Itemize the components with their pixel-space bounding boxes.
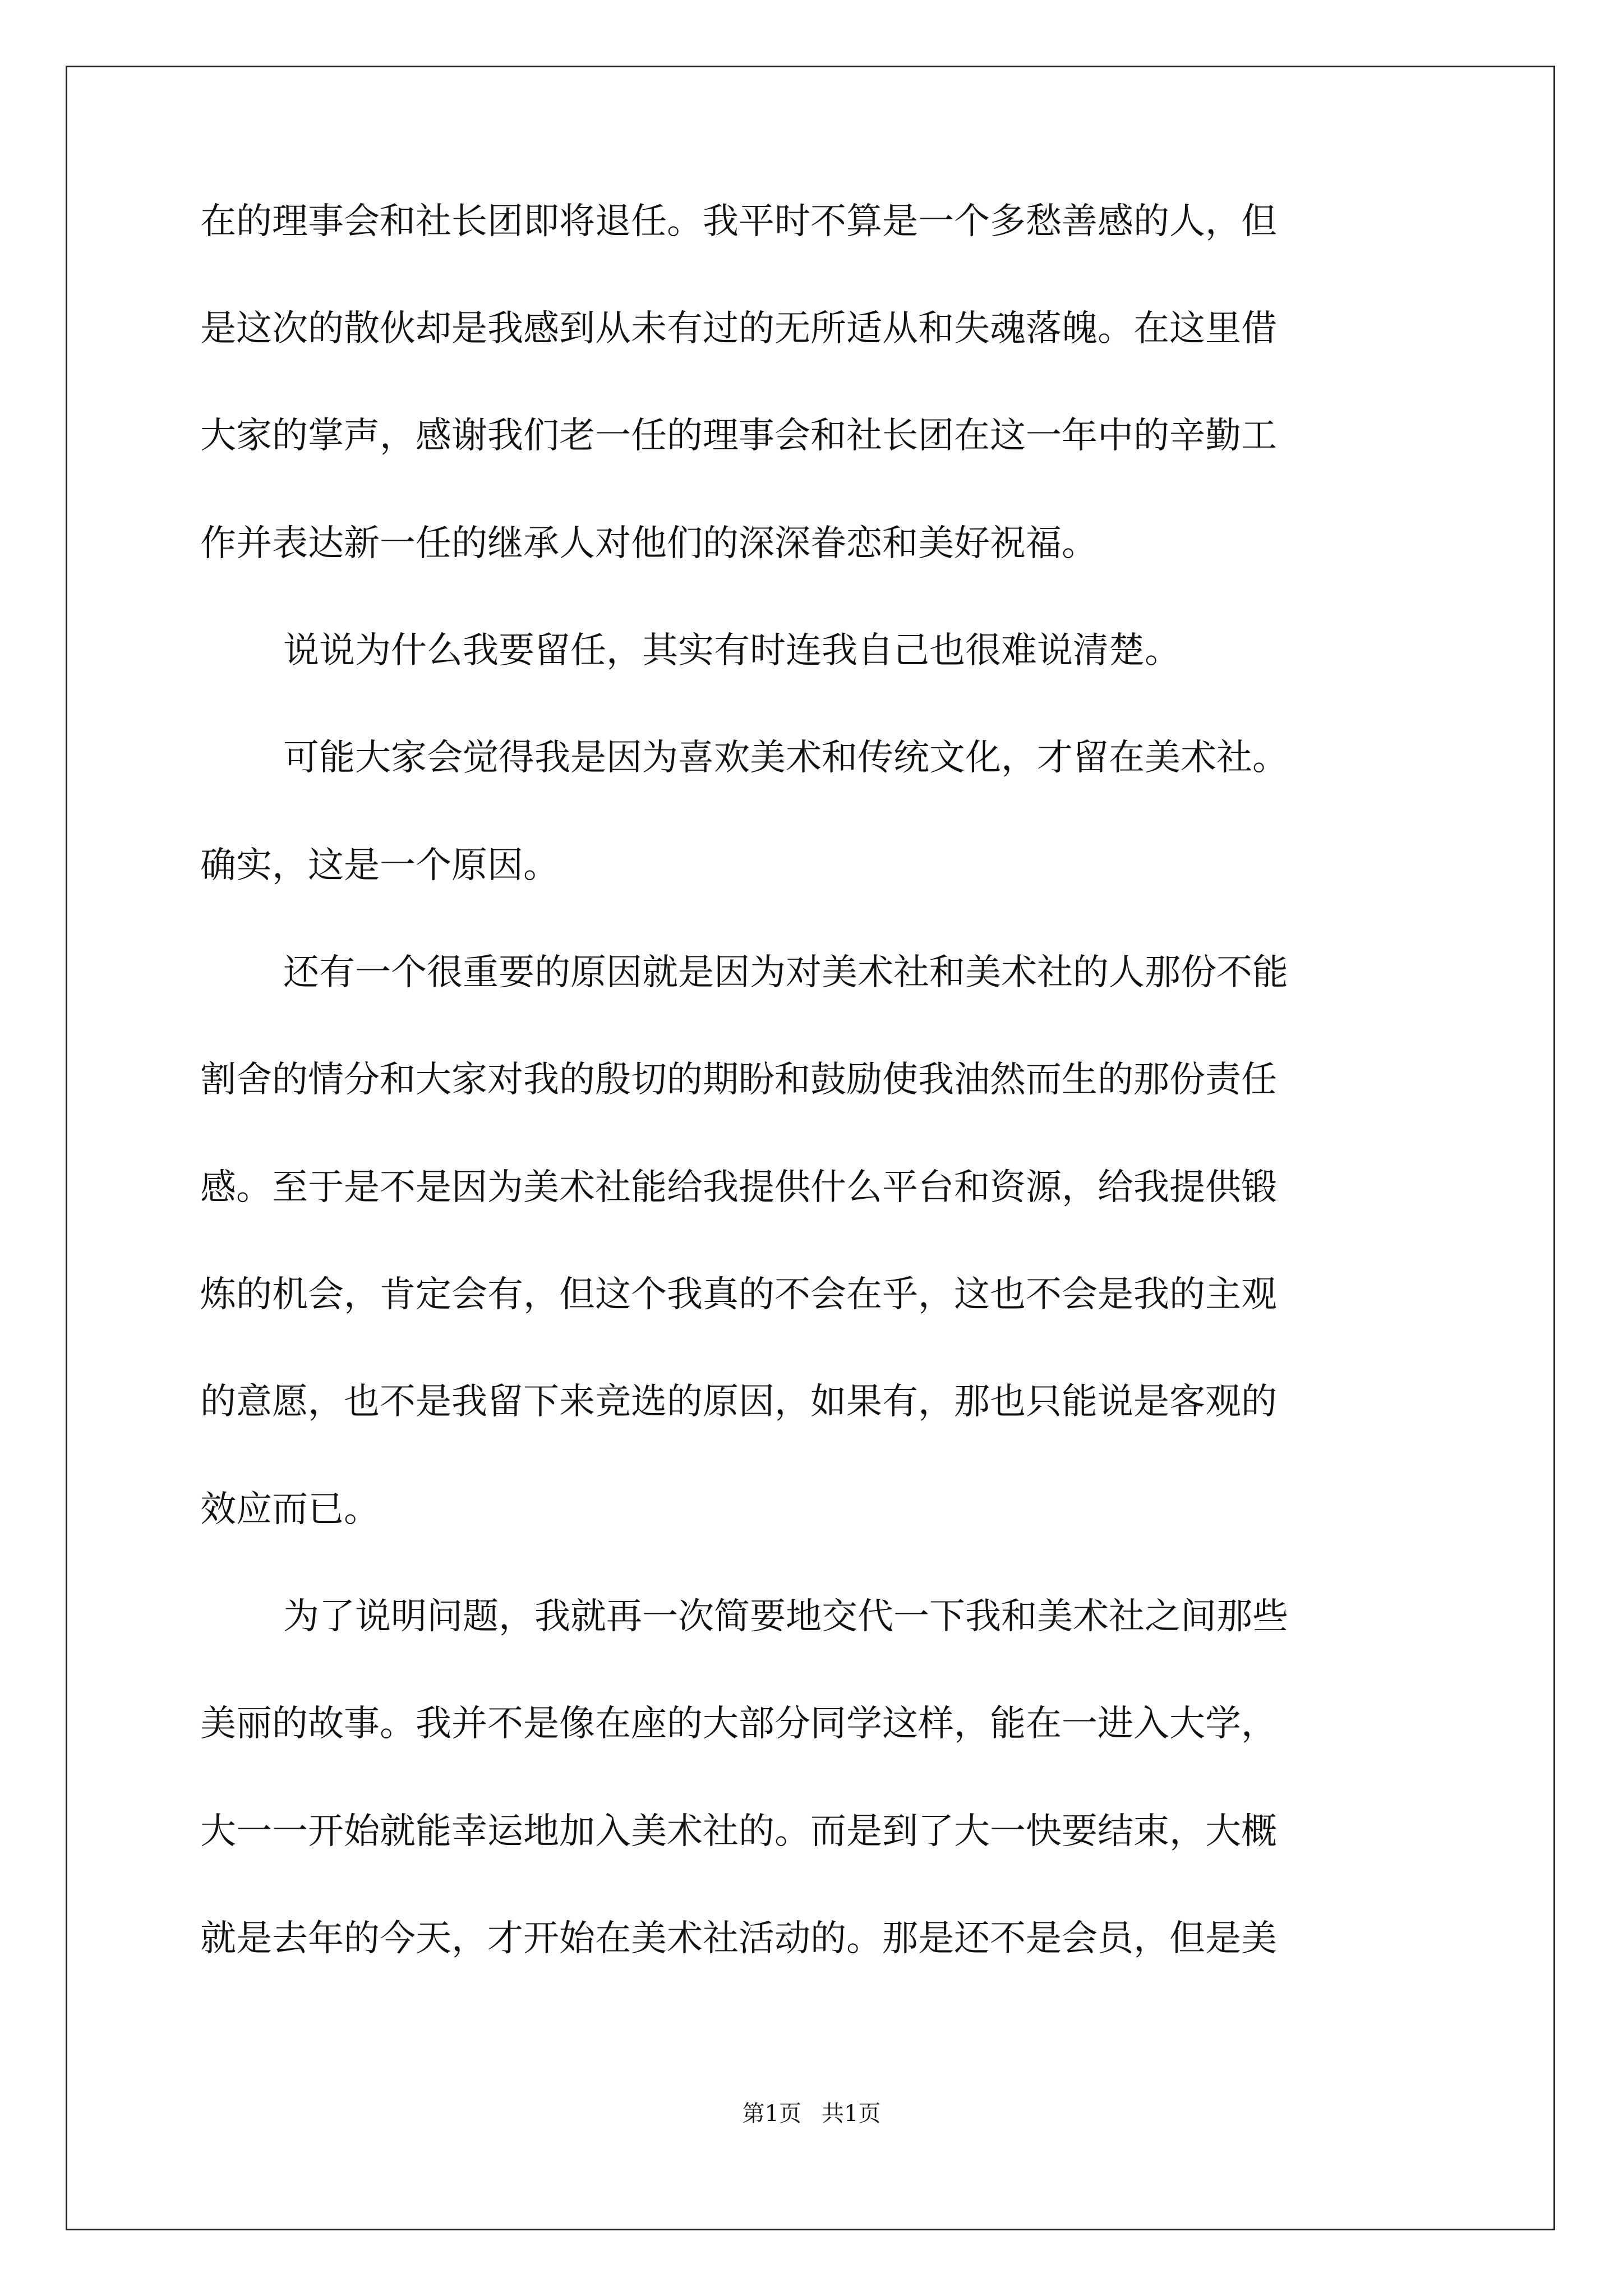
text-line: 感。至于是不是因为美术社能给我提供什么平台和资源，给我提供锻 <box>200 1167 1277 1208</box>
page-total: 共1页 <box>822 2101 881 2127</box>
text-line: 就是去年的今天，才开始在美术社活动的。那是还不是会员，但是美 <box>200 1918 1277 1959</box>
text-line: 在的理事会和社长团即将退任。我平时不算是一个多愁善感的人，但 <box>200 201 1277 242</box>
text-line: 作并表达新一任的继承人对他们的深深眷恋和美好祝福。 <box>200 523 1098 564</box>
text-line: 割舍的情分和大家对我的殷切的期盼和鼓励使我油然而生的那份责任 <box>200 1059 1277 1101</box>
page-number: 第1页 <box>742 2101 801 2127</box>
text-line: 大家的掌声，感谢我们老一任的理事会和社长团在这一年中的辛勤工 <box>200 415 1277 457</box>
text-line: 为了说明问题，我就再一次简要地交代一下我和美术社之间那些 <box>283 1596 1288 1637</box>
text-line: 说说为什么我要留任，其实有时连我自己也很难说清楚。 <box>283 630 1181 671</box>
text-line: 确实，这是一个原因。 <box>200 845 559 886</box>
page-footer <box>0 2097 1623 2131</box>
text-line: 的意愿，也不是我留下来竞选的原因，如果有，那也只能说是客观的 <box>200 1381 1277 1423</box>
text-line: 是这次的散伙却是我感到从未有过的无所适从和失魂落魄。在这里借 <box>200 308 1277 349</box>
text-line: 大一一开始就能幸运地加入美术社的。而是到了大一快要结束，大概 <box>200 1811 1277 1852</box>
text-line: 效应而已。 <box>200 1489 380 1530</box>
text-line: 还有一个很重要的原因就是因为对美术社和美术社的人那份不能 <box>283 952 1288 993</box>
text-line: 可能大家会觉得我是因为喜欢美术和传统文化，才留在美术社。 <box>283 737 1288 779</box>
text-line: 美丽的故事。我并不是像在座的大部分同学这样，能在一进入大学， <box>200 1703 1277 1745</box>
text-line: 炼的机会，肯定会有，但这个我真的不会在乎，这也不会是我的主观 <box>200 1274 1277 1315</box>
page-border <box>66 66 1555 2230</box>
